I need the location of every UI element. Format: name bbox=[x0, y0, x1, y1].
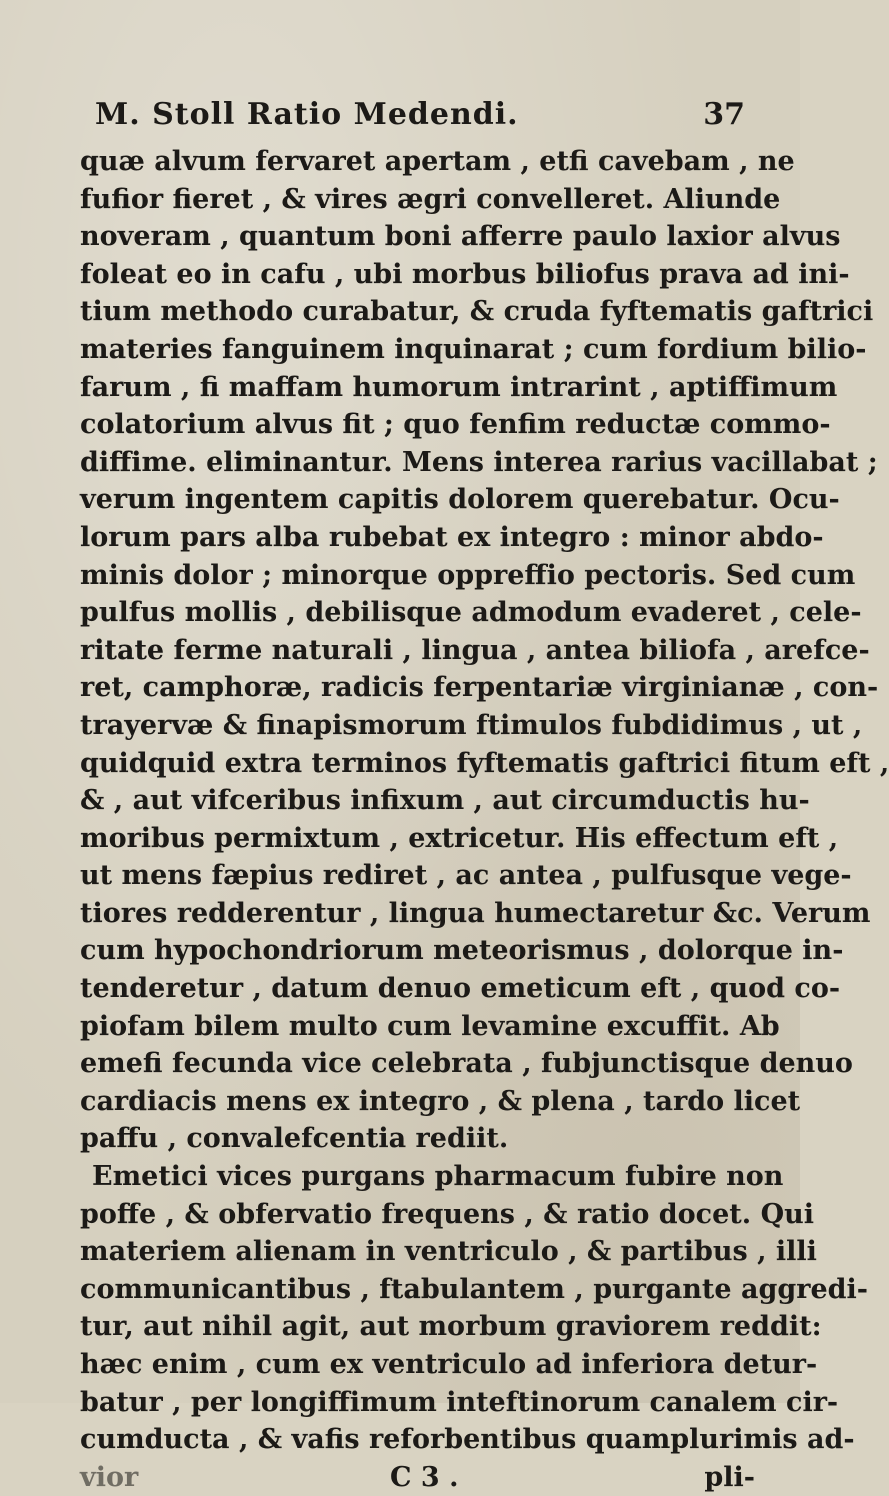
text-line: diffime. eliminantur. Mens interea rarius vacillabat ; bbox=[80, 446, 878, 478]
text-line: paffu , convalefcentia rediit. bbox=[80, 1123, 509, 1155]
text-line: farum , fi maffam humorum intrarint , aptiffimum bbox=[80, 371, 838, 403]
text-line: tur, aut nihil agit, aut morbum graviorem reddit: bbox=[80, 1311, 822, 1343]
text-line: batur , per longiffimum inteftinorum canalem cir- bbox=[80, 1386, 839, 1418]
text-line: communicantibus , ftabulantem , purgante aggredi- bbox=[80, 1273, 868, 1305]
text-line: Emetici vices purgans pharmacum fubire non bbox=[92, 1161, 784, 1193]
bleed-through-fragment: vior bbox=[80, 1461, 139, 1493]
text-line: materies fanguinem inquinarat ; cum fordium bilio- bbox=[80, 333, 867, 365]
signature-mark: C 3 . bbox=[390, 1461, 459, 1493]
text-line: noveram , quantum boni afferre paulo laxior alvus bbox=[80, 221, 841, 253]
text-line: piofam bilem multo cum levamine excuffit. Ab bbox=[80, 1010, 780, 1042]
text-line: minis dolor ; minorque oppreffio pectoris. Sed cum bbox=[80, 559, 856, 591]
text-line: emefi fecunda vice celebrata , fubjunctisque denuo bbox=[80, 1048, 853, 1080]
text-line: quidquid extra terminos fyftematis gaftrici fitum eft , bbox=[80, 747, 889, 779]
text-line: ret, camphoræ, radicis ferpentariæ virginianæ , con- bbox=[80, 672, 879, 704]
running-head bbox=[95, 97, 745, 137]
text-line: ritate ferme naturali , lingua , antea biliofa , arefce- bbox=[80, 634, 870, 666]
text-line: verum ingentem capitis dolorem querebatur. Ocu- bbox=[80, 484, 840, 516]
text-line: lorum pars alba rubebat ex integro : minor abdo- bbox=[80, 521, 824, 553]
text-line: fufior fieret , & vires ægri convelleret. Aliunde bbox=[80, 183, 781, 215]
text-line: materiem alienam in ventriculo , & partibus , illi bbox=[80, 1236, 817, 1268]
text-line: trayervæ & finapismorum ftimulos fubdidimus , ut , bbox=[80, 709, 863, 741]
text-line: & , aut vifceribus infixum , aut circumductis hu- bbox=[80, 785, 810, 817]
text-line: tium methodo curabatur, & cruda fyftematis gaftrici bbox=[80, 296, 874, 328]
text-line: poffe , & obfervatio frequens , & ratio docet. Qui bbox=[80, 1198, 814, 1230]
page-number: 37 bbox=[703, 97, 745, 132]
text-line: moribus permixtum , extricetur. His effectum eft , bbox=[80, 822, 839, 854]
signature-line bbox=[80, 1459, 755, 1496]
text-line: colatorium alvus fit ; quo fenfim reductæ commo- bbox=[80, 409, 831, 441]
text-line: pulfus mollis , debilisque admodum evaderet , cele- bbox=[80, 597, 862, 629]
text-line: cardiacis mens ex integro , & plena , tardo licet bbox=[80, 1085, 801, 1117]
text-line: hæc enim , cum ex ventriculo ad inferiora detur- bbox=[80, 1349, 818, 1380]
text-line: ut mens fæpius rediret , ac antea , pulfusque vege- bbox=[80, 860, 852, 892]
running-title: M. Stoll Ratio Medendi. bbox=[95, 97, 519, 132]
text-line: cumducta , & vafis reforbentibus quamplurimis ad- bbox=[80, 1424, 855, 1456]
text-line: tiores redderentur , lingua humectaretur &c. Verum bbox=[80, 897, 871, 929]
text-line: tenderetur , datum denuo emeticum eft , quod co- bbox=[80, 973, 841, 1005]
catchword: pli- bbox=[704, 1461, 755, 1493]
body-text bbox=[80, 143, 889, 1496]
text-line: foleat eo in cafu , ubi morbus biliofus prava ad ini- bbox=[80, 258, 850, 290]
text-line: cum hypochondriorum meteorismus , dolorque in- bbox=[80, 935, 844, 967]
text-line: quæ alvum fervaret apertam , etfi cavebam , ne bbox=[80, 146, 795, 177]
